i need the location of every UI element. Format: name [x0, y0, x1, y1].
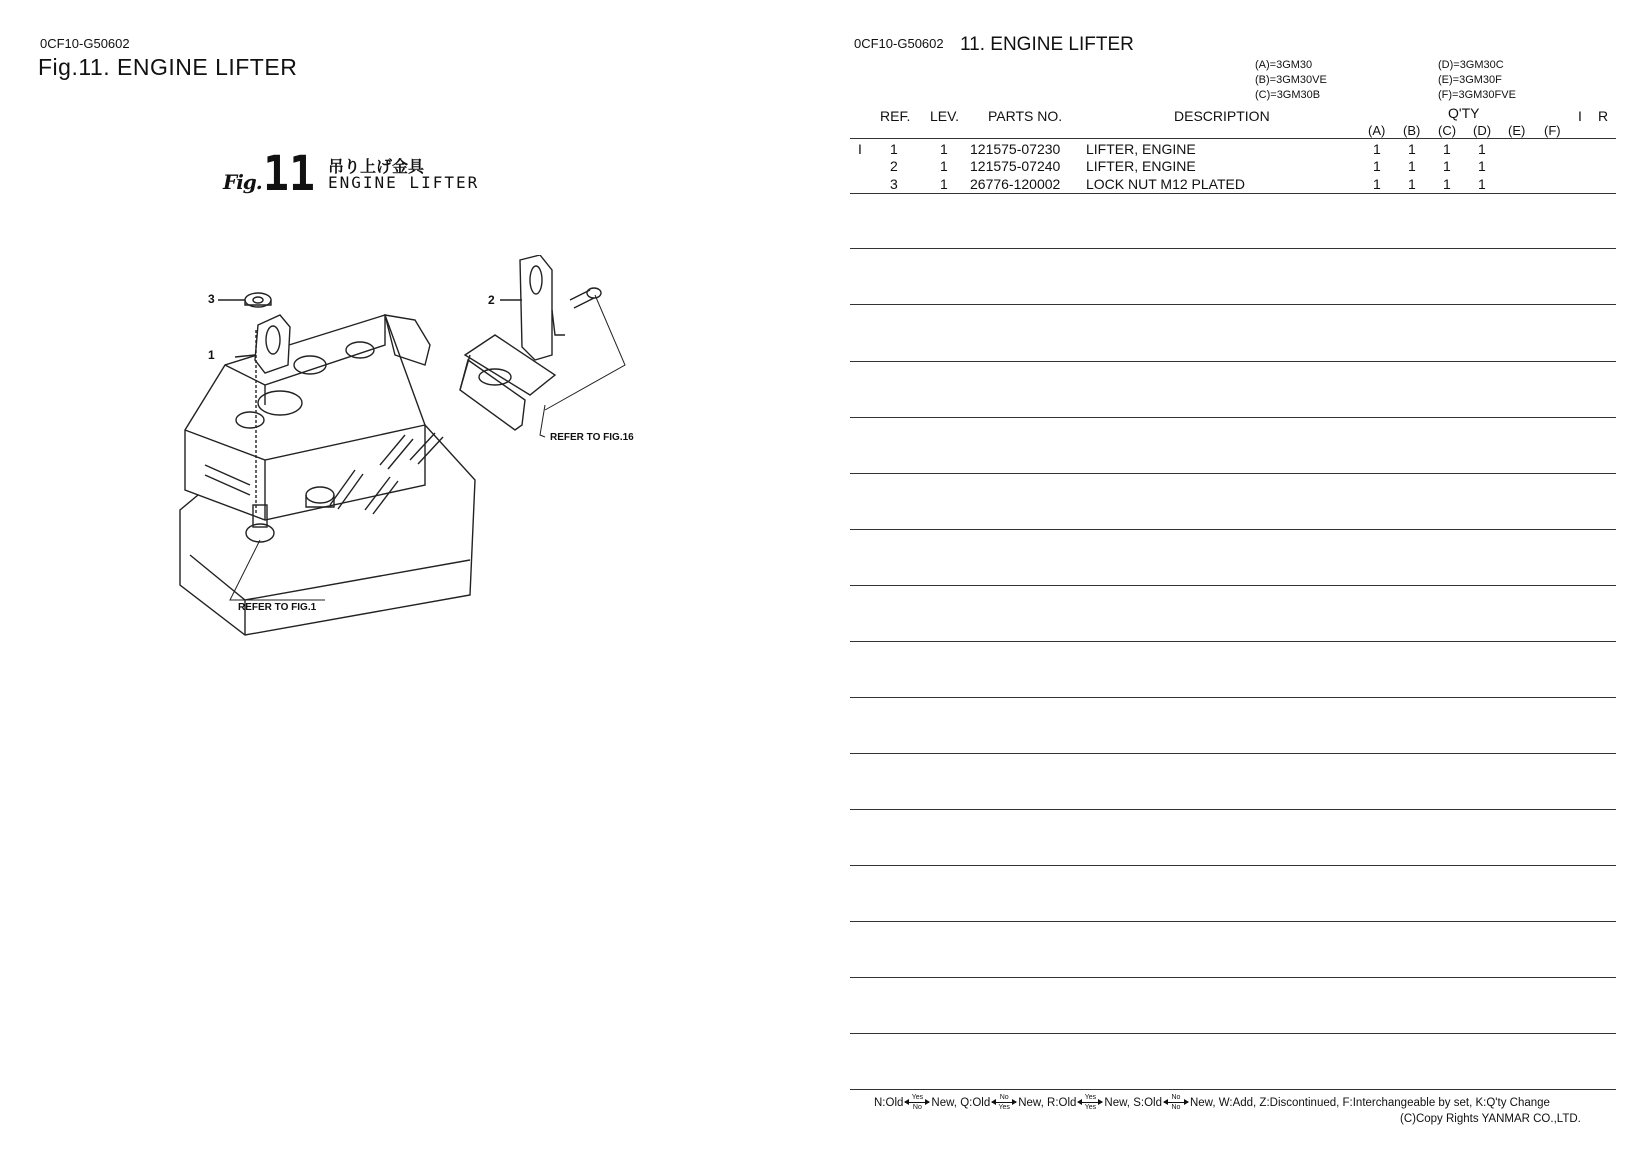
row-ref: 3 [890, 176, 898, 192]
rule-line [850, 1033, 1616, 1034]
legend-r-old: R:Old [1047, 1096, 1077, 1109]
row-description: LOCK NUT M12 PLATED [1086, 176, 1245, 192]
left-page-title: Fig.11. ENGINE LIFTER [38, 54, 298, 80]
row-qty-c: 1 [1443, 141, 1451, 157]
rule-line [850, 304, 1616, 305]
fig-word: Fig. [223, 170, 262, 194]
row-lev: 1 [940, 141, 948, 157]
header-qty-d: (D) [1473, 123, 1492, 138]
header-lev: LEV. [930, 108, 960, 124]
fig-title-en: ENGINE LIFTER [328, 173, 480, 192]
refer-fig16: REFER TO FIG.16 [550, 432, 634, 443]
model-d: (D)=3GM30C [1438, 59, 1504, 71]
rule-line [850, 753, 1616, 754]
model-legend-left [1255, 58, 1327, 103]
header-qty-b: (B) [1403, 123, 1421, 138]
rule-line [850, 248, 1616, 249]
callout-3: 3 [208, 292, 215, 306]
row-qty-d: 1 [1478, 158, 1486, 174]
legend-r-new: New, [1104, 1096, 1130, 1109]
row-lev: 1 [940, 158, 948, 174]
rule-line [850, 641, 1616, 642]
rule-line [850, 977, 1616, 978]
row-qty-b: 1 [1408, 176, 1416, 192]
row-parts-no: 26776-120002 [970, 176, 1061, 192]
double-arrow-icon: No Yes [992, 1094, 1016, 1111]
row-description: LIFTER, ENGINE [1086, 158, 1196, 174]
header-parts-no: PARTS NO. [988, 108, 1063, 124]
header-qty-f: (F) [1544, 123, 1561, 138]
legend-q-old: Q:Old [960, 1096, 991, 1109]
row-parts-no: 121575-07240 [970, 158, 1061, 174]
change-code-legend [874, 1094, 1550, 1111]
callout-2: 2 [488, 293, 495, 307]
legend-rest: New, W:Add, Z:Discontinued, F:Interchangeable by set, K:Q'ty Change [1189, 1096, 1550, 1109]
row-qty-b: 1 [1408, 158, 1416, 174]
header-r: R [1598, 108, 1609, 124]
rule-line [850, 193, 1616, 194]
engine-lifter-drawing [170, 255, 730, 645]
header-description: DESCRIPTION [1174, 108, 1270, 124]
header-divider [850, 138, 1616, 139]
model-c: (C)=3GM30B [1255, 89, 1321, 101]
right-page-code: 0CF10-G50602 [854, 36, 944, 51]
row-qty-b: 1 [1408, 141, 1416, 157]
row-ref: 1 [890, 141, 898, 157]
header-qty-c: (C) [1438, 123, 1457, 138]
rule-line [850, 529, 1616, 530]
header-qty: Q'TY [1448, 105, 1480, 121]
double-arrow-icon: Yes Yes [1078, 1094, 1102, 1111]
rule-line [850, 361, 1616, 362]
row-qty-a: 1 [1373, 141, 1381, 157]
legend-q-new: New, [1018, 1096, 1044, 1109]
double-arrow-icon: Yes No [905, 1094, 929, 1111]
rule-line [850, 865, 1616, 866]
header-qty-e: (E) [1508, 123, 1526, 138]
header-i: I [1578, 108, 1582, 124]
rule-line [850, 585, 1616, 586]
row-qty-a: 1 [1373, 176, 1381, 192]
row-description: LIFTER, ENGINE [1086, 141, 1196, 157]
row-qty-c: 1 [1443, 158, 1451, 174]
rule-line [850, 809, 1616, 810]
model-a: (A)=3GM30 [1255, 59, 1313, 71]
header-qty-a: (A) [1368, 123, 1386, 138]
row-qty-d: 1 [1478, 176, 1486, 192]
row-qty-d: 1 [1478, 141, 1486, 157]
model-f: (F)=3GM30FVE [1438, 89, 1516, 101]
legend-n-old: N:Old [874, 1096, 904, 1109]
row-mark: I [858, 141, 862, 157]
refer-fig1: REFER TO FIG.1 [238, 602, 317, 613]
row-parts-no: 121575-07230 [970, 141, 1061, 157]
row-qty-c: 1 [1443, 176, 1451, 192]
model-legend-right [1438, 58, 1516, 103]
rule-line [850, 921, 1616, 922]
row-qty-a: 1 [1373, 158, 1381, 174]
double-arrow-icon: No No [1164, 1094, 1188, 1111]
model-b: (B)=3GM30VE [1255, 74, 1327, 86]
row-ref: 2 [890, 158, 898, 174]
callout-1: 1 [208, 348, 215, 362]
row-lev: 1 [940, 176, 948, 192]
fig-number: 11 [263, 146, 316, 202]
rule-line [850, 1089, 1616, 1090]
rule-line [850, 697, 1616, 698]
rule-line [850, 473, 1616, 474]
fig-title-jp: 吊り上げ金具 [328, 157, 425, 176]
legend-s-old: S:Old [1133, 1096, 1162, 1109]
copyright: (C)Copy Rights YANMAR CO.,LTD. [1400, 1113, 1581, 1125]
header-ref: REF. [880, 108, 911, 124]
rule-line [850, 417, 1616, 418]
model-e: (E)=3GM30F [1438, 74, 1502, 86]
left-page-code: 0CF10-G50602 [40, 36, 130, 51]
right-page-title: 11. ENGINE LIFTER [960, 34, 1134, 55]
legend-n-new: New, [931, 1096, 957, 1109]
